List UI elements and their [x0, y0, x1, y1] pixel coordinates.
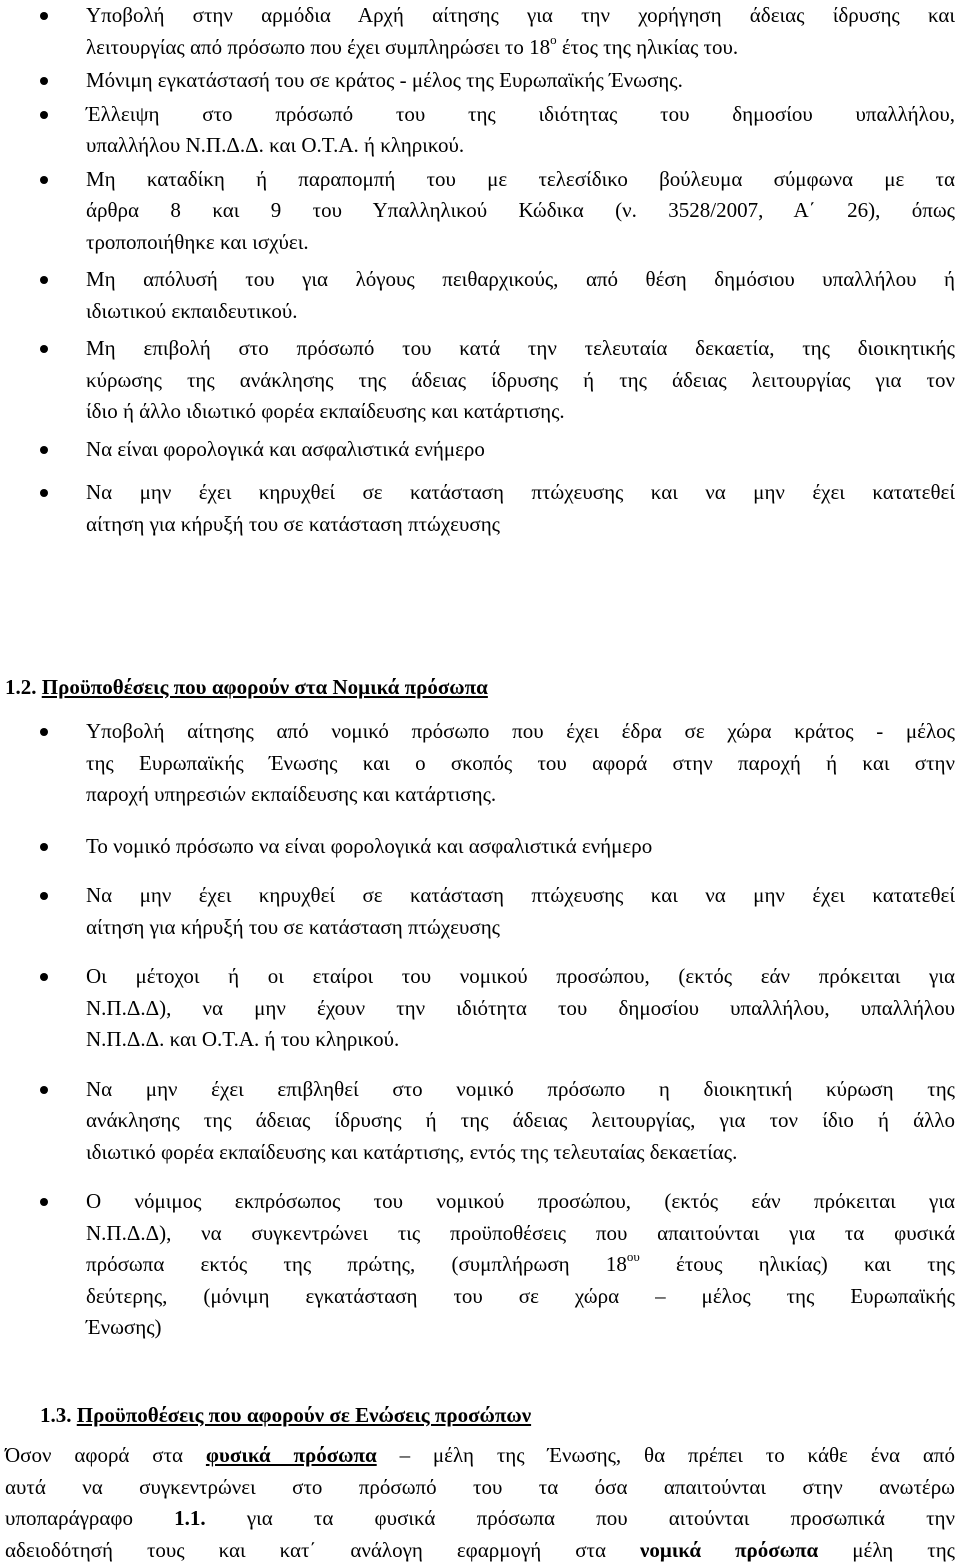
text-line: ιδιωτικού εκπαιδευτικού. — [86, 298, 298, 323]
bullet-icon — [40, 276, 48, 284]
section-number: 1.3. — [40, 1403, 72, 1427]
bullet-icon — [40, 77, 48, 85]
text-line: της Ευρωπαϊκής Ένωσης και ο σκοπός του αφορά στην παροχή ή και στην — [86, 750, 955, 775]
text-line: Μη καταδίκη ή παραπομπή του με τελεσίδικο βούλευμα σύμφωνα με τα — [86, 166, 955, 191]
list-item — [0, 164, 960, 259]
text-line: Ο νόμιμος εκπρόσωπος του νομικού προσώπου, (εκτός εάν πρόκειται για — [86, 1189, 955, 1213]
bullet-icon — [40, 973, 48, 981]
text-line: Ν.Π.Δ.Δ), να συγκεντρώνει τις προϋποθέσεις που απαιτούνται για τα φυσικά — [86, 1220, 955, 1245]
text-line: άρθρα 8 και 9 του Υπαλληλικού Κώδικα (ν. 3528/2007, Α΄ 26), όπως — [86, 198, 955, 222]
text-line: αδειοδότησή τους και κατ΄ ανάλογη εφαρμογή στα νομικά πρόσωπα μέλη της — [5, 1537, 955, 1562]
text-line: υπαλλήλου Ν.Π.Δ.Δ. και Ο.Τ.Α. ή κληρικού. — [86, 133, 465, 157]
section-number: 1.2. — [5, 675, 37, 699]
bullet-icon — [40, 728, 48, 736]
section-heading-1-3 — [40, 1400, 531, 1432]
text-line: Μη επιβολή στο πρόσωπό του κατά την τελευταία δεκαετία, της διοικητικής — [86, 336, 955, 360]
text-line: Μη απόλυσή του για λόγους πειθαρχικούς, από θέση δημόσιου υπαλλήλου ή — [86, 267, 955, 291]
text-line: Υποβολή στην αρμόδια Αρχή αίτησης για την χορήγηση άδειας ίδρυσης και — [86, 3, 955, 27]
text-line: αυτά να συγκεντρώνει στο πρόσωπό του τα όσα απαιτούνται στην ανωτέρω — [5, 1474, 955, 1499]
list-item — [0, 99, 960, 162]
text-line: Οι μέτοχοι ή οι εταίροι του νομικού προσώπου, (εκτός εάν πρόκειται για — [86, 964, 955, 988]
text-line: Το νομικό πρόσωπο να είναι φορολογικά και ασφαλιστικά ενήμερο — [86, 833, 653, 858]
bullet-icon — [40, 489, 48, 497]
list-item — [0, 1074, 960, 1169]
section-title: Προϋποθέσεις που αφορούν σε Ενώσεις προσώπων — [76, 1403, 532, 1427]
text-line: τροποποιήθηκε και ισχύει. — [86, 229, 309, 254]
text-line: Να μην έχει κηρυχθεί σε κατάσταση πτώχευσης και να μην έχει κατατεθεί — [86, 480, 955, 504]
text-line: υποπαράγραφο 1.1. για τα φυσικά πρόσωπα που αιτούνται προσωπικά την — [5, 1506, 956, 1530]
list-item — [0, 333, 960, 428]
bullet-icon — [40, 1086, 48, 1094]
text-line: ίδιο ή άλλο ιδιωτικό φορέα εκπαίδευσης και κατάρτισης. — [86, 399, 565, 423]
bullet-icon — [40, 111, 48, 119]
text-line: Ένωσης) — [86, 1315, 162, 1339]
section-title: Προϋποθέσεις που αφορούν στα Νομικά πρόσωπα — [41, 675, 488, 699]
text-line: αίτηση για κήρυξή του σε κατάσταση πτώχευσης — [86, 914, 500, 939]
list-item — [0, 831, 960, 863]
bullet-icon — [40, 843, 48, 851]
text-line: ανάκλησης της άδειας ίδρυσης ή της άδειας λειτουργίας, για τον ίδιο ή άλλο — [86, 1108, 955, 1132]
text-line: ιδιωτικό φορέα εκπαίδευσης και κατάρτισης, εντός της τελευταίας δεκαετίας. — [86, 1139, 738, 1164]
list-item — [0, 1186, 960, 1344]
text-line: Να μην έχει επιβληθεί στο νομικό πρόσωπο η διοικητική κύρωση της — [86, 1076, 955, 1101]
text-line: Ν.Π.Δ.Δ), να μην έχουν την ιδιότητα του δημοσίου υπαλλήλου, υπαλλήλου — [86, 995, 955, 1020]
text-line: δεύτερης, (μόνιμη εγκατάσταση του σε χώρα – μέλος της Ευρωπαϊκής — [86, 1283, 955, 1308]
bullet-icon — [40, 345, 48, 353]
text-line: Όσον αφορά στα φυσικά πρόσωπα – μέλη της Ένωσης, θα πρέπει το κάθε ένα από — [5, 1443, 955, 1467]
bullet-icon — [40, 176, 48, 184]
bullet-icon — [40, 12, 48, 20]
list-item — [0, 716, 960, 811]
list-item — [0, 434, 960, 466]
text-line: πρόσωπα εκτός της πρώτης, (συμπλήρωση $18^{o\upsilon}$ έτους ηλικίας) και της — [86, 1249, 955, 1276]
list-item — [0, 0, 960, 63]
text-line: Έλλειψη στο πρόσωπό του της ιδιότητας του δημοσίου υπαλλήλου, — [86, 101, 955, 126]
text-line: αίτηση για κήρυξή του σε κατάσταση πτώχευσης — [86, 511, 500, 536]
text-line: λειτουργίας από πρόσωπο που έχει συμπληρώσει το $18^o$ έτος της ηλικίας του. — [86, 31, 739, 59]
section-heading-1-2 — [5, 672, 488, 704]
list-item — [0, 880, 960, 943]
legal-persons-requirements-list — [0, 716, 960, 1344]
list-item — [0, 264, 960, 327]
text-line: κύρωσης της ανάκλησης της άδειας ίδρυσης ή της άδειας λειτουργίας για τον — [86, 367, 955, 392]
text-line: παροχή υπηρεσιών εκπαίδευσης και κατάρτισης. — [86, 782, 497, 806]
text-line: Μόνιμη εγκατάστασή του σε κράτος - μέλος της Ευρωπαϊκής Ένωσης. — [86, 68, 683, 92]
text-line: Ν.Π.Δ.Δ. και Ο.Τ.Α. ή του κληρικού. — [86, 1027, 400, 1051]
text-line: Υποβολή αίτησης από νομικό πρόσωπο που έχει έδρα σε χώρα κράτος - μέλος — [86, 719, 955, 743]
unions-paragraph — [5, 1440, 955, 1566]
list-item — [0, 961, 960, 1056]
bullet-icon — [40, 892, 48, 900]
text-line: Να μην έχει κηρυχθεί σε κατάσταση πτώχευσης και να μην έχει κατατεθεί — [86, 883, 955, 907]
natural-persons-requirements-list — [0, 0, 960, 540]
bullet-icon — [40, 446, 48, 454]
bullet-icon — [40, 1198, 48, 1206]
list-item — [0, 477, 960, 540]
text-line: Να είναι φορολογικά και ασφαλιστικά ενήμερο — [86, 436, 485, 461]
list-item — [0, 65, 960, 97]
